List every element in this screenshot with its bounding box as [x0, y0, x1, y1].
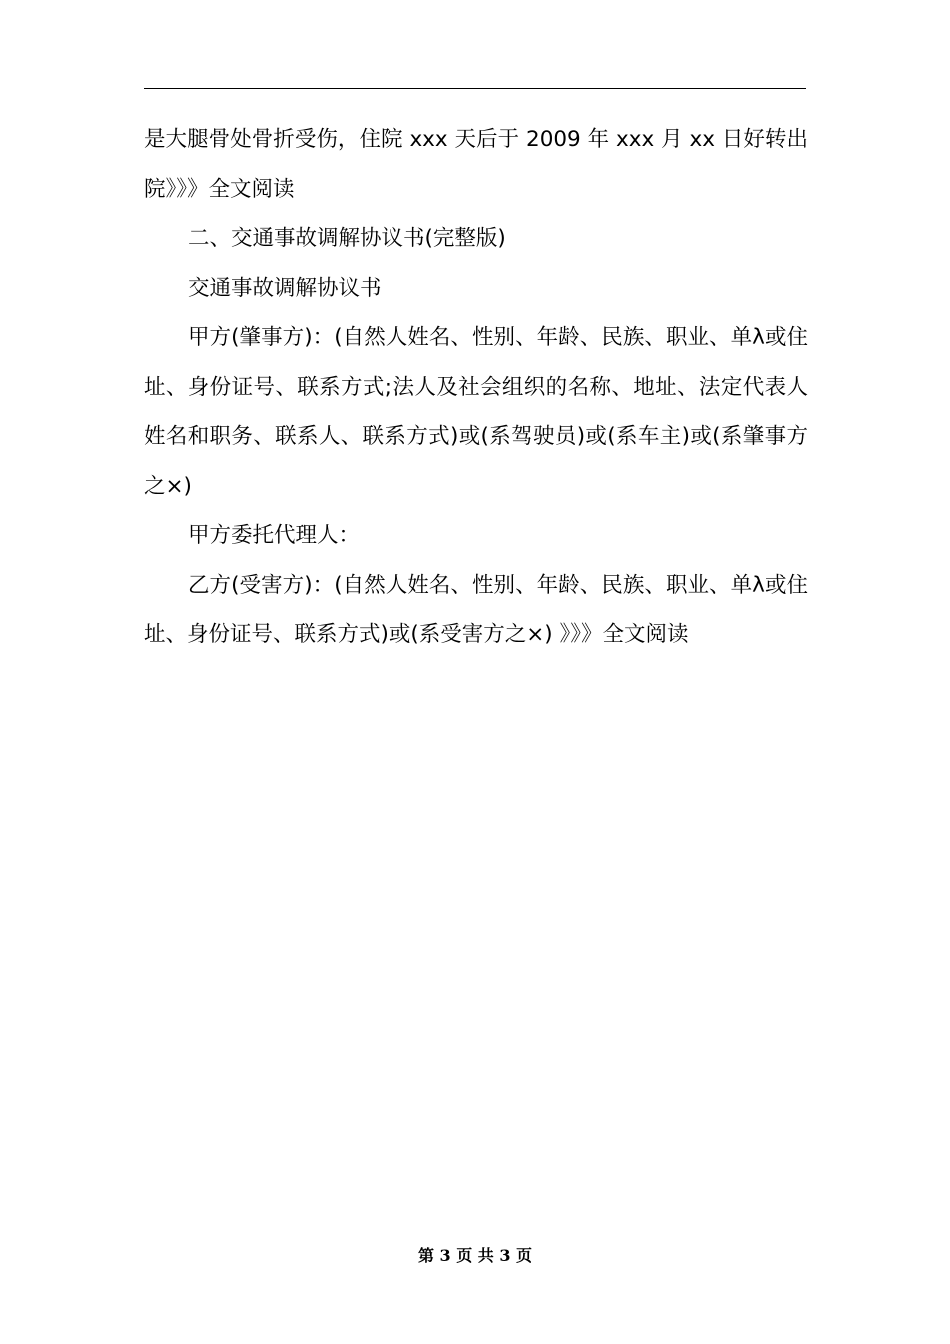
page-number-footer: 第 3 页 共 3 页 [417, 1246, 533, 1265]
party-a-paragraph: 甲方(肇事方)：(自然人姓名、性别、年龄、民族、职业、单λ或住址、身份证号、联系方式;法人及社会组织的名称、地址、法定代表人姓名和职务、联系人、联系方式)或(系驾驶员)或(系车主)或(系肇事方之×) [144, 325, 808, 499]
section-heading: 二、交通事故调解协议书(完整版) [188, 226, 506, 251]
document-title: 交通事故调解协议书 [188, 275, 382, 301]
party-b-paragraph: 乙方(受害方)：(自然人姓名、性别、年龄、民族、职业、单λ或住址、身份证号、联系方式)或(系受害方之×) 》》》全文阅读 [144, 572, 808, 647]
paragraph-continuation: 是大腿骨处骨折受伤，住院 xxx 天后于 2009 年 xxx 月 xx 日好转出院》》》全文阅读 [144, 127, 808, 202]
document-body [144, 115, 808, 660]
header-rule [144, 88, 806, 89]
party-a-agent-paragraph: 甲方委托代理人： [188, 523, 361, 548]
